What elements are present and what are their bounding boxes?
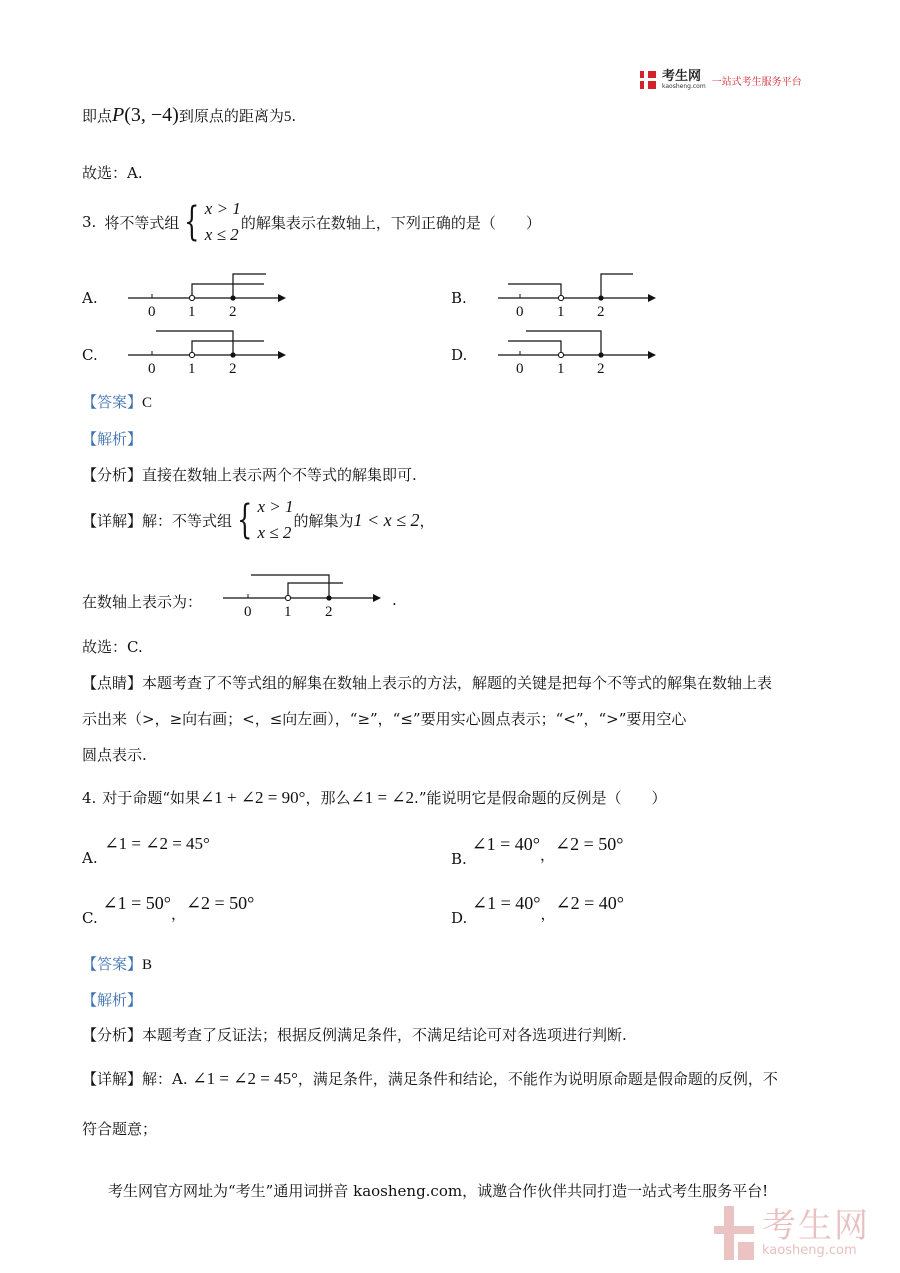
header-logo <box>640 70 802 90</box>
text: 的解集表示在数轴上，下列正确的是（ ） <box>240 213 541 232</box>
kaosheng-logo-icon <box>640 71 656 89</box>
open-dot <box>285 595 290 600</box>
option-label: C. <box>82 909 98 927</box>
answer-value: B <box>142 957 153 973</box>
q4-option-b[interactable] <box>451 834 623 868</box>
q3-fenxi <box>82 464 417 485</box>
open-dot <box>189 352 194 357</box>
dianjing-tag: 【点睛】 <box>82 674 143 692</box>
detail-tag: 【详解】 <box>82 511 143 530</box>
open-dot <box>558 295 563 300</box>
ray-x-le-2 <box>156 331 233 355</box>
text: ，那么 <box>305 789 351 807</box>
option-label: B. <box>451 850 467 868</box>
option-expr: ∠2 = 40° <box>555 893 624 913</box>
solid-dot <box>326 595 331 600</box>
point-label: P <box>112 104 125 126</box>
option-label: A. <box>82 849 98 867</box>
tick-label: 0 <box>244 604 252 620</box>
solution-set: 1 < x ≤ 2 <box>353 509 420 530</box>
text: ，满足条件，满足条件和结论，不能作为说明原命题是假命题的反例，不 <box>297 1070 778 1088</box>
ray-left <box>508 284 561 298</box>
q4-answer <box>82 953 152 974</box>
logo-text <box>662 70 706 90</box>
q3-dianjing-line1 <box>82 672 772 693</box>
axis-arrow <box>278 351 286 359</box>
ray-x-le-2 <box>251 575 329 598</box>
tick-label: 0 <box>148 304 156 320</box>
q4-detail-line1 <box>82 1068 778 1089</box>
tick-label: 2 <box>597 361 605 377</box>
question-number: 4. <box>82 789 97 807</box>
text: 解：不等式组 <box>142 511 233 530</box>
answer-value: C <box>142 395 153 411</box>
ray-left <box>508 341 561 355</box>
q4-stem <box>82 787 667 808</box>
math-expr: ∠1 + ∠2 = 90° <box>199 788 306 807</box>
text: . <box>291 107 297 125</box>
q4-option-d[interactable] <box>451 893 624 927</box>
q3-option-c-number-line[interactable] <box>120 327 290 379</box>
option-expr: ∠1 = ∠2 = 45° <box>104 834 210 853</box>
tick-label: 1 <box>188 304 196 320</box>
brace: { <box>184 199 200 245</box>
ray-x-gt-1 <box>192 341 264 355</box>
logo-name: 考生网 <box>662 69 702 84</box>
watermark-name: 考生网 <box>762 1205 870 1246</box>
detail-tag: 【详解】 <box>82 1070 143 1088</box>
fenxi-text: 直接在数轴上表示两个不等式的解集即可. <box>142 466 417 484</box>
text: 即点 <box>82 107 113 125</box>
open-dot <box>558 352 563 357</box>
q3-axis-intro: 在数轴上表示为： <box>82 593 203 611</box>
point-coords: (3, −4) <box>124 104 179 126</box>
footer-text: 考生网官方网址为“考生”通用词拼音 kaosheng.com，诚邀合作伙伴共同打造一站式考生服务平台! <box>108 1182 769 1200</box>
answer-tag: 【答案】 <box>82 393 143 411</box>
option-expr: ∠1 = 50° <box>102 893 171 913</box>
separator: ， <box>170 905 186 923</box>
q3-detail <box>82 494 435 546</box>
q3-option-b-number-line[interactable] <box>490 270 660 322</box>
separator: ， <box>540 905 556 923</box>
separator: ， <box>540 846 556 864</box>
q3-option-a-label[interactable]: A. <box>82 289 98 307</box>
text: 的解集为 <box>293 511 354 530</box>
logo-domain: kaosheng.com <box>662 83 706 90</box>
tick-label: 1 <box>284 604 292 620</box>
fenxi-text: 本题考查了反证法；根据反例满足条件，不满足结论可对各选项进行判断. <box>142 1026 627 1044</box>
tick-label: 1 <box>557 304 565 320</box>
q4-analysis-tag: 【解析】 <box>82 991 143 1009</box>
ray-x-gt-1 <box>288 583 343 598</box>
tick-label: 1 <box>557 361 565 377</box>
watermark-logo-icon <box>714 1206 754 1260</box>
tick-label: 0 <box>516 361 524 377</box>
q3-option-d-number-line[interactable] <box>490 327 660 379</box>
fenxi-tag: 【分析】 <box>82 466 143 484</box>
text: 到原点的距离为 <box>178 107 284 125</box>
ray-left-2 <box>526 331 601 355</box>
text: .”能说明它是假命题的反例是（ ） <box>414 789 667 807</box>
q3-option-a-number-line[interactable] <box>120 270 290 322</box>
q4-detail-line2: 符合题意； <box>82 1120 158 1138</box>
option-expr: ∠1 = 40° <box>471 834 541 854</box>
answer-tag: 【答案】 <box>82 955 143 973</box>
q3-stem <box>82 196 541 248</box>
text: ， <box>419 511 435 530</box>
tick-label: 2 <box>229 361 237 377</box>
inequality-1: x > 1 <box>204 199 241 218</box>
axis-arrow <box>373 594 381 602</box>
solid-dot <box>598 352 603 357</box>
q3-choice: 故选：C. <box>82 638 143 656</box>
q3-solution-number-line <box>215 571 385 621</box>
prev-choice: 故选：A. <box>82 164 143 182</box>
q3-analysis-tag: 【解析】 <box>82 430 143 448</box>
q3-option-c-label[interactable]: C. <box>82 346 98 364</box>
q3-axis-period: . <box>392 591 397 609</box>
tick-label: 2 <box>597 304 605 320</box>
q3-answer <box>82 391 152 412</box>
solid-dot <box>598 295 603 300</box>
distance-value: 5 <box>283 109 292 125</box>
inequality-system <box>205 196 241 248</box>
tick-label: 1 <box>188 361 196 377</box>
axis-arrow <box>648 294 656 302</box>
inequality-2: x ≤ 2 <box>257 523 292 542</box>
tick-label: 0 <box>516 304 524 320</box>
option-expr: ∠1 = 40° <box>472 893 541 913</box>
open-dot <box>189 295 194 300</box>
tick-label: 2 <box>229 304 237 320</box>
q3-dianjing-line3: 圆点表示. <box>82 746 147 764</box>
fenxi-tag: 【分析】 <box>82 1026 143 1044</box>
q3-option-b-label[interactable]: B. <box>451 289 467 307</box>
watermark <box>714 1206 870 1260</box>
axis-arrow <box>278 294 286 302</box>
option-expr: ∠2 = 50° <box>555 834 624 854</box>
ray-x-le-2 <box>233 274 266 298</box>
watermark-domain: kaosheng.com <box>762 1242 857 1258</box>
header-slogan: 一站式考生服务平台 <box>711 76 802 88</box>
q4-fenxi <box>82 1024 627 1045</box>
tick-label: 0 <box>148 361 156 377</box>
ray-x-gt-1 <box>192 284 264 298</box>
math-expr: ∠1 = ∠2 <box>350 788 415 807</box>
q4-option-c[interactable] <box>82 893 254 927</box>
q4-option-a[interactable] <box>82 834 210 867</box>
prev-distance-line <box>82 104 296 127</box>
math-expr: ∠1 = ∠2 = 45° <box>192 1069 298 1088</box>
brace: { <box>237 497 253 543</box>
text: 对于命题“如果 <box>102 789 200 807</box>
axis-arrow <box>648 351 656 359</box>
dianjing-text: 本题考查了不等式组的解集在数轴上表示的方法，解题的关键是把每个不等式的解集在数轴上表 <box>142 674 773 692</box>
tick-label: 2 <box>325 604 333 620</box>
ray-right <box>601 274 633 298</box>
text: 将不等式组 <box>104 213 180 232</box>
inequality-1: x > 1 <box>257 497 294 516</box>
option-label: D. <box>451 909 468 927</box>
q3-option-d-label[interactable]: D. <box>451 346 468 364</box>
solid-dot <box>230 295 235 300</box>
inequality-system <box>257 494 293 546</box>
solid-dot <box>230 352 235 357</box>
text: 解：A. <box>142 1070 188 1088</box>
q3-dianjing-line2: 示出来（>，≥向右画；<，≤向左画），“≥”，“≤”要用实心圆点表示；“<”，“>”要用空心 <box>82 710 687 728</box>
inequality-2: x ≤ 2 <box>204 225 239 244</box>
question-number: 3. <box>82 213 97 231</box>
option-expr: ∠2 = 50° <box>185 893 255 913</box>
